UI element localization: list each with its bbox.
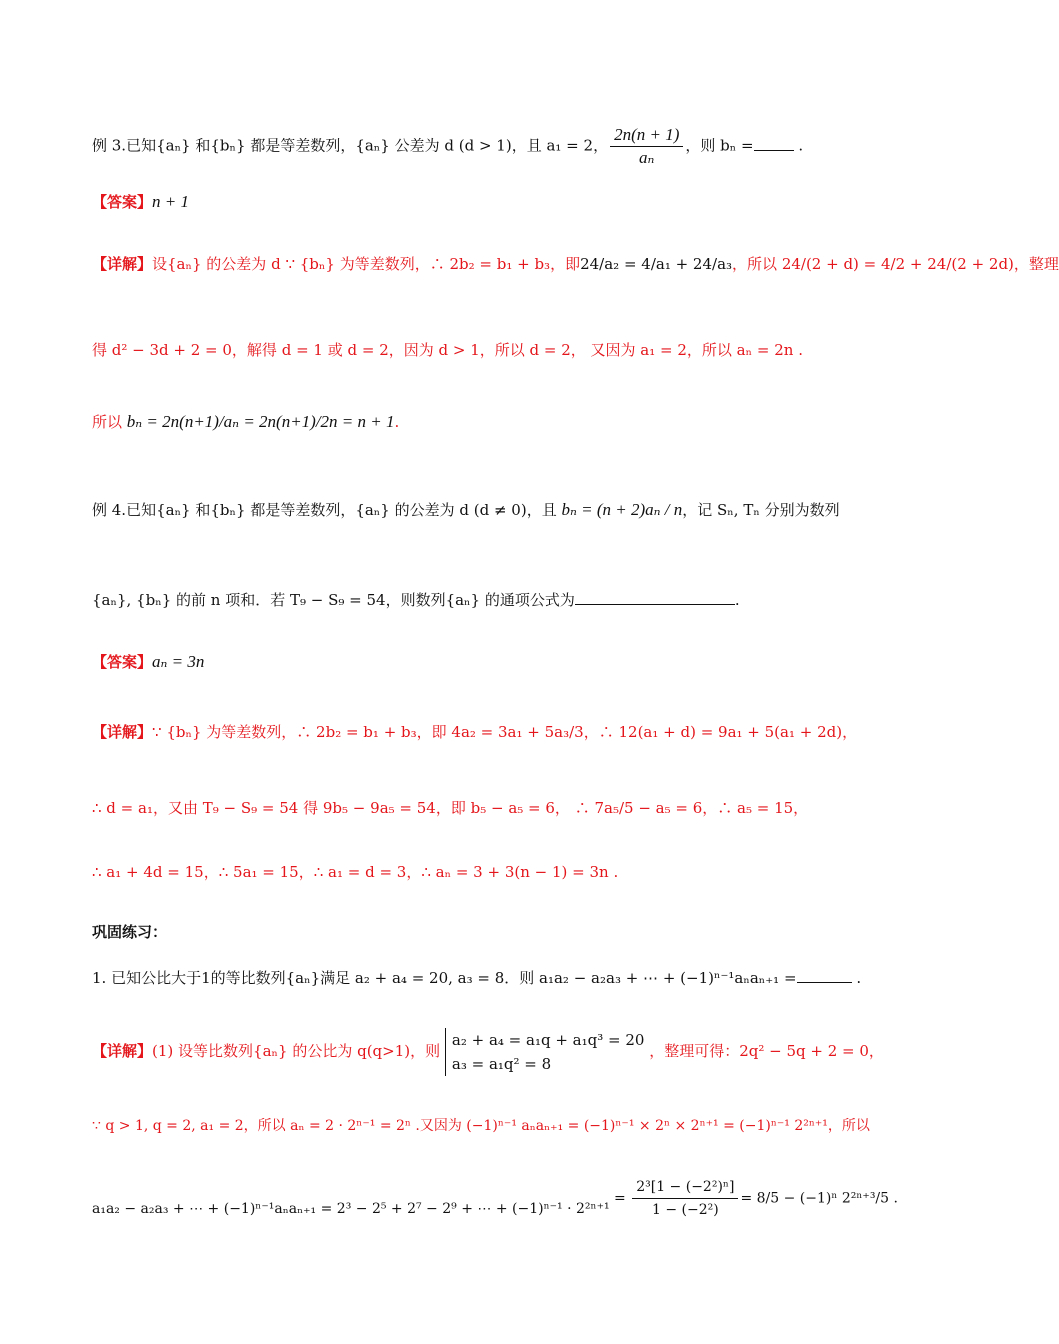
ex3-detail-line2: 得 d² − 3d + 2 = 0，解得 d = 1 或 d = 2，因为 d > 1，所以 d = 2， 又因为 a₁ = 2，所以 aₙ = 2n .: [92, 341, 803, 359]
ex3-detail-line1: [92, 252, 1059, 276]
ex3-detail-line3c: .: [394, 413, 400, 431]
practice-q1-text: 1. 已知公比大于1的等比数列{aₙ}满足 a₂ + a₄ = 20, a₃ = 8．则 a₁a₂ − a₂a₃ + ⋯ + (−1)ⁿ⁻¹aₙaₙ₊₁ =: [92, 969, 797, 987]
ex3-question-b: ，则 bₙ =: [685, 136, 754, 155]
practice-q1: [92, 966, 860, 990]
ex3-bn-numerator: 2n(n + 1): [610, 124, 683, 147]
ex4-question-line1: [92, 498, 860, 522]
practice-detail-line2: ∵ q > 1, q = 2, a₁ = 2，所以 aₙ = 2 · 2ⁿ⁻¹ = 2ⁿ .又因为 (−1)ⁿ⁻¹ aₙaₙ₊₁ = (−1)ⁿ⁻¹ × 2ⁿ × 2ⁿ⁺¹ = (−1)ⁿ⁻¹ 2²ⁿ⁺¹，所以: [92, 1118, 870, 1134]
practice-equation-system: [445, 1028, 645, 1076]
practice-sum-lhs: a₁a₂ − a₂a₃ + ⋯ + (−1)ⁿ⁻¹aₙaₙ₊₁ = 2³ − 2⁵ + 2⁷ − 2⁹ + ⋯ + (−1)ⁿ⁻¹ · 2²ⁿ⁺¹: [92, 1201, 610, 1217]
practice-detail-line1a: (1) 设等比数列{aₙ} 的公比为 q(q>1)，则: [152, 1042, 441, 1060]
ex3-answer-label: 【答案】: [92, 193, 153, 211]
practice-sum-frac-num: 2³[1 − (−2²)ⁿ]: [632, 1176, 738, 1199]
ex4-answer-value: aₙ = 3n: [152, 652, 205, 671]
practice-detail-line1b: ，整理可得：2q² − 5q + 2 = 0，: [649, 1042, 884, 1060]
ex3-question-end: .: [798, 136, 804, 155]
practice-sum-line: a₁a₂ − a₂a₃ + ⋯ + (−1)ⁿ⁻¹aₙaₙ₊₁ = 2³ − 2⁵ + 2⁷ − 2⁹ + ⋯ + (−1)ⁿ⁻¹ · 2²ⁿ⁺¹ = $\frac{\text{2³[1 − (−2²)ⁿ]}}{\text{1 − (−2²)}}$ = 8/5 − (−1)ⁿ 2²ⁿ⁺³/5 .: [92, 1176, 860, 1221]
ex4-detail-line1-text: ∵ {bₙ} 为等差数列，∴ 2b₂ = b₁ + b₃，即 4a₂ = 3a₁ + 5a₃/3，∴ 12(a₁ + d) = 9a₁ + 5(a₁ + 2d)，: [152, 723, 858, 741]
practice-q1-blank: [797, 982, 852, 983]
ex3-detail-line1b: 24/a₂ = 4/a₁ + 24/a₃: [580, 255, 733, 273]
ex4-answer-blank: [575, 604, 735, 605]
ex3-answer: [92, 190, 860, 214]
practice-title: 巩固练习：: [92, 923, 168, 941]
practice-sum-rhs: = 8/5 − (−1)ⁿ 2²ⁿ⁺³/5 .: [740, 1190, 898, 1207]
ex3-bn-denominator: aₙ: [639, 148, 655, 167]
ex4-answer: [92, 650, 860, 674]
ex4-detail-label: 【详解】: [92, 723, 153, 741]
practice-detail-line1: [92, 1028, 884, 1076]
ex4-detail-line3: ∴ a₁ + 4d = 15，∴ 5a₁ = 15，∴ a₁ = d = 3，∴ aₙ = 3 + 3(n − 1) = 3n .: [92, 863, 619, 881]
ex4-question-line2: [92, 588, 860, 612]
ex3-answer-value: n + 1: [152, 192, 189, 211]
ex4-bn-formula: bₙ = (n + 2)aₙ / n: [561, 500, 683, 519]
ex4-question-end: .: [734, 591, 740, 609]
ex3-answer-blank: [754, 150, 794, 151]
ex3-detail-line3: [92, 410, 860, 434]
ex4-question-c: {aₙ}, {bₙ} 的前 n 项和．若 T₉ − S₉ = 54，则数列{aₙ} 的通项公式为: [92, 591, 575, 609]
ex3-detail-label: 【详解】: [92, 255, 153, 273]
ex3-detail-line3b: bₙ = 2n(n+1)/aₙ = 2n(n+1)/2n = n + 1: [126, 412, 395, 431]
practice-sum-frac-den: 1 − (−2²): [651, 1202, 719, 1218]
ex4-answer-label: 【答案】: [92, 653, 153, 671]
ex4-detail-line2: ∴ d = a₁，又由 T₉ − S₉ = 54 得 9b₅ − 9a₅ = 54，即 b₅ − a₅ = 6， ∴ 7a₅/5 − a₅ = 6，∴ a₅ = 15，: [92, 799, 809, 817]
ex4-question-b: ，记 Sₙ, Tₙ 分别为数列: [682, 501, 840, 519]
ex3-question: [92, 124, 860, 169]
practice-system-eq2: a₃ = a₁q² = 8: [451, 1055, 552, 1073]
ex3-detail-line1c: ，所以 24/(2 + d) = 4/2 + 24/(2 + 2d)，整理: [732, 255, 1059, 273]
practice-detail-label: 【详解】: [92, 1042, 153, 1060]
ex3-detail-line1a: 设{aₙ} 的公差为 d ∵ {bₙ} 为等差数列，∴ 2b₂ = b₁ + b₃，即: [152, 255, 581, 273]
ex3-question-a: 例 3.已知{aₙ} 和{bₙ} 都是等差数列，{aₙ} 公差为 d (d > 1)，且 a₁ = 2，: [92, 136, 609, 155]
ex3-detail-line3a: 所以: [92, 413, 123, 431]
practice-system-eq1: a₂ + a₄ = a₁q + a₁q³ = 20: [451, 1031, 645, 1049]
ex4-question-a: 例 4.已知{aₙ} 和{bₙ} 都是等差数列，{aₙ} 的公差为 d (d ≠ 0)，且: [92, 501, 557, 519]
ex4-detail-line1: [92, 720, 860, 744]
practice-sum-fraction: [632, 1176, 738, 1221]
ex3-bn-fraction: [610, 124, 683, 169]
practice-q1-end: .: [856, 969, 862, 987]
